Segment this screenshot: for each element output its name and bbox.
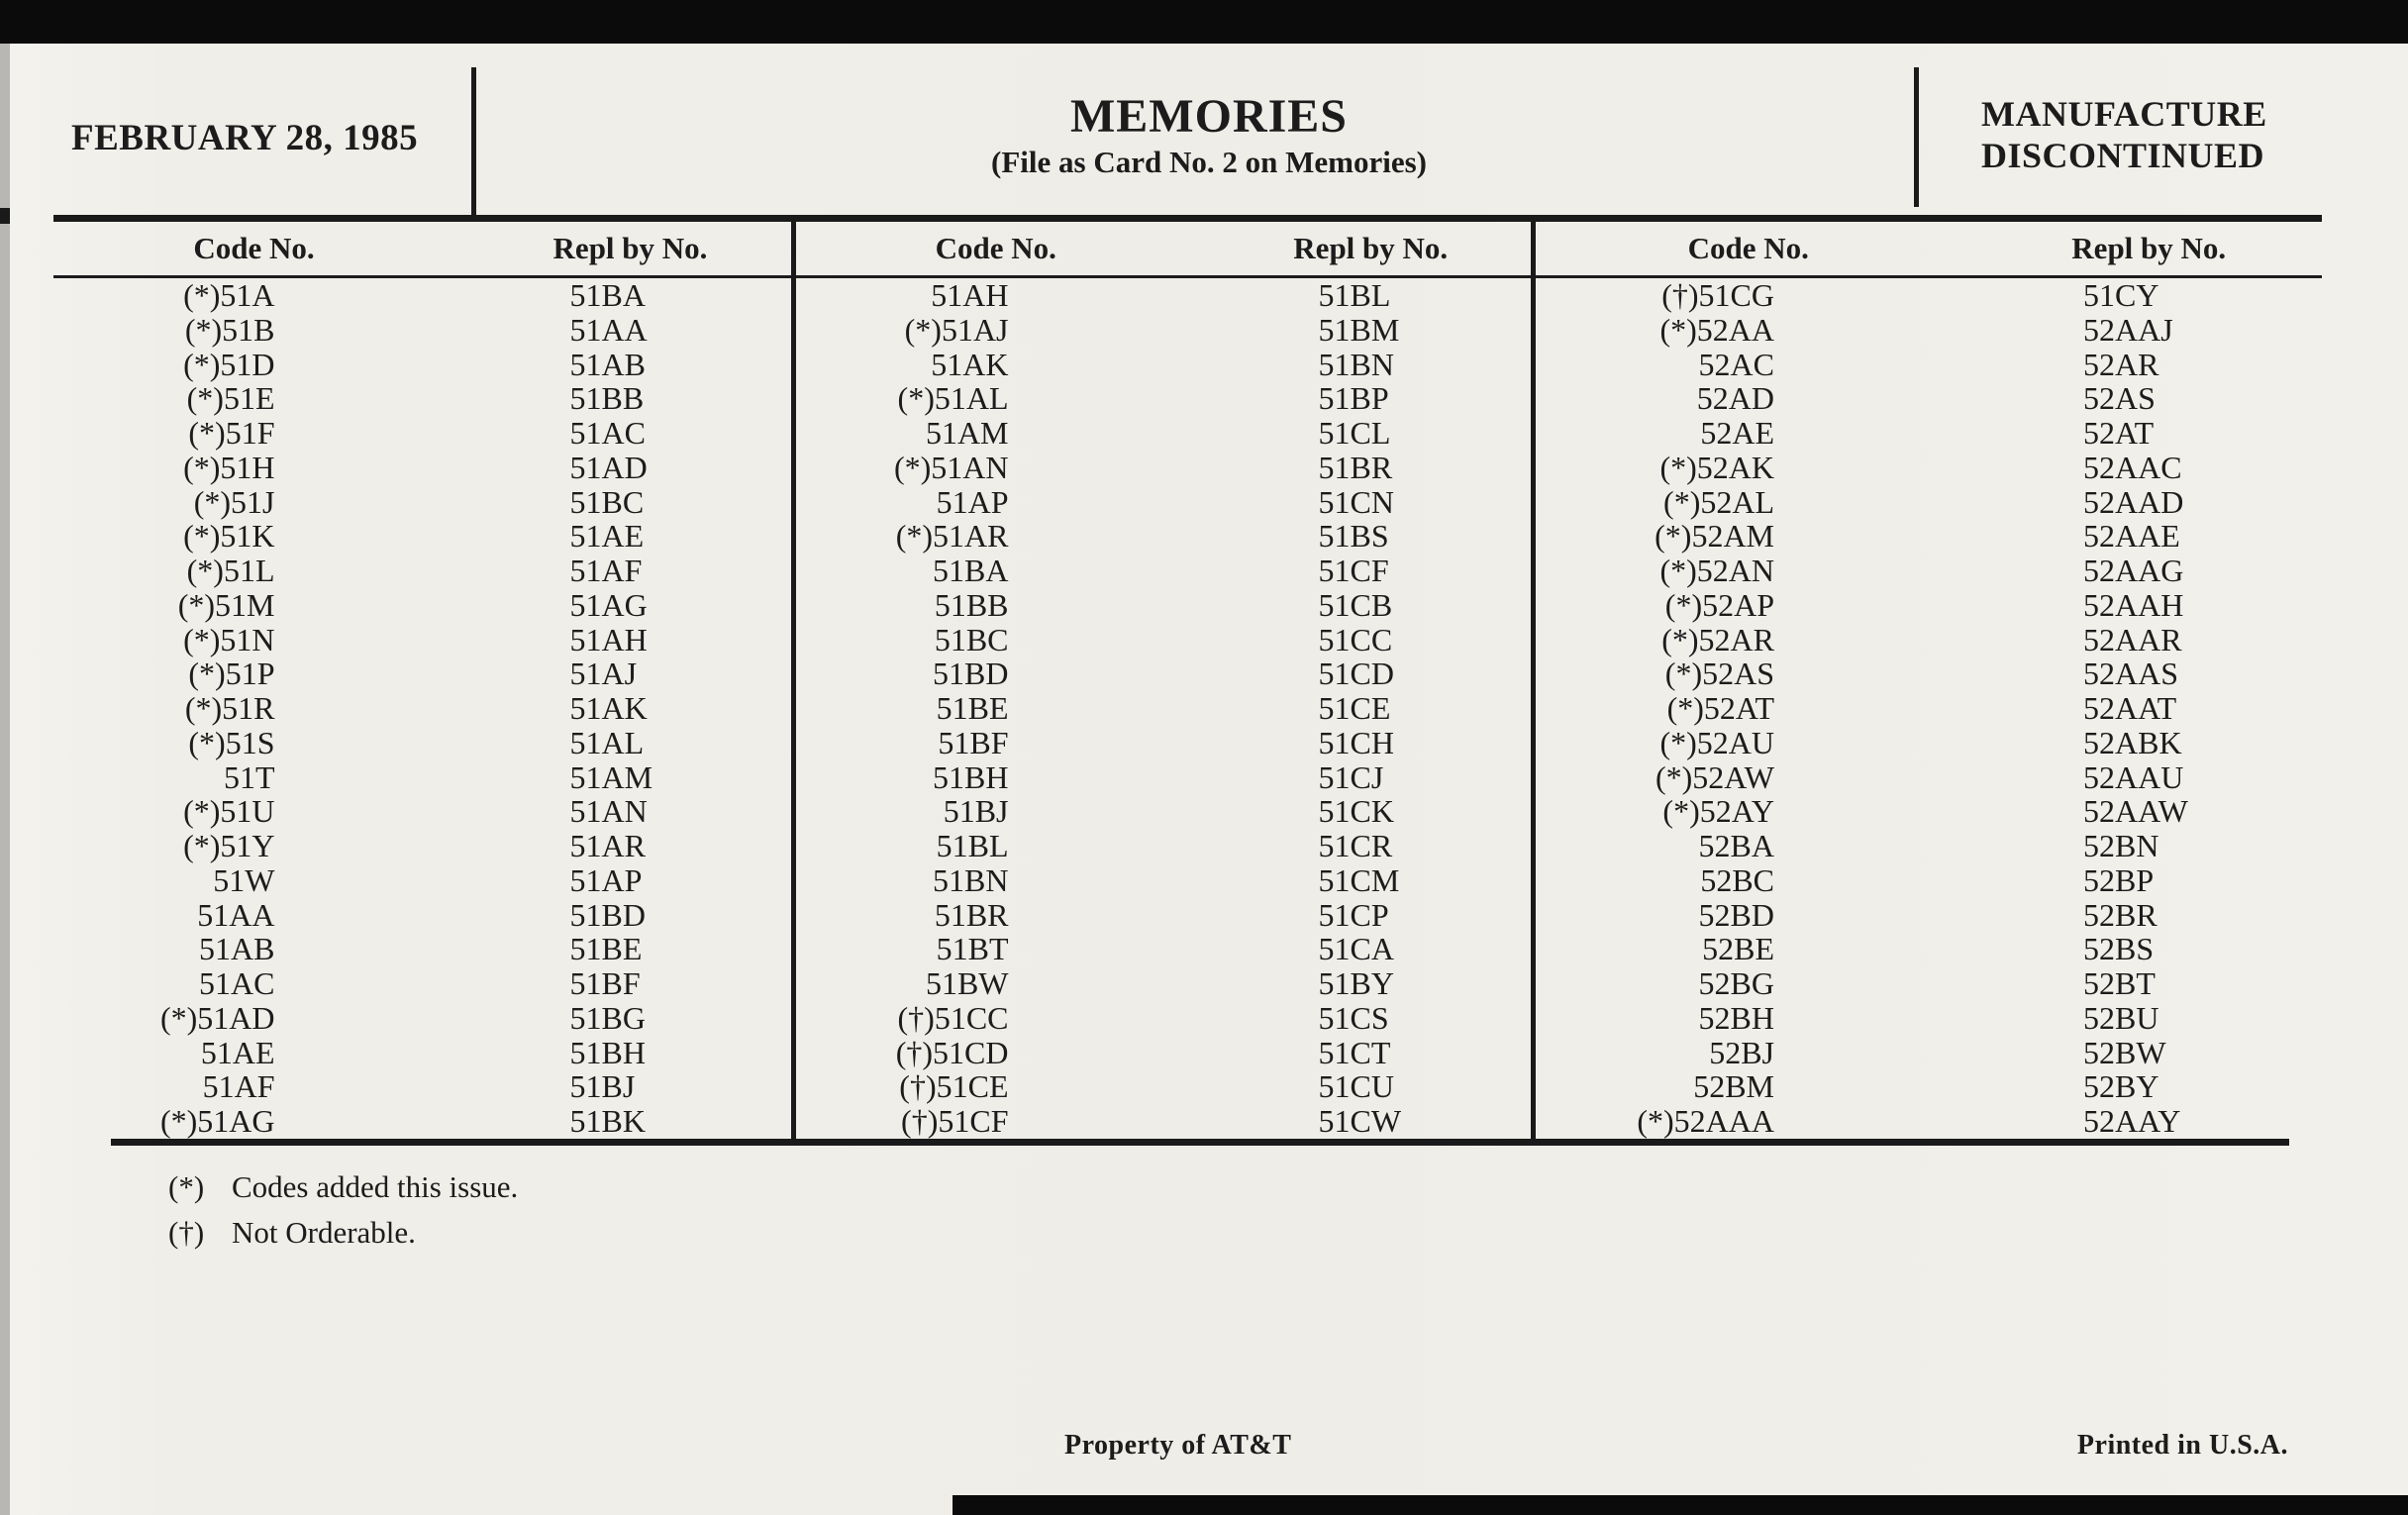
col-header-code: Code No. <box>1687 231 1809 265</box>
table-section-2-header <box>796 222 1531 278</box>
table-row <box>796 313 1531 348</box>
code-no-cell: (*)51U <box>183 793 275 830</box>
replacement-table <box>53 222 2322 1139</box>
code-no-cell: (*)52AP <box>1664 586 1774 623</box>
table-row <box>1536 726 2322 760</box>
code-no-cell: (*)52AN <box>1659 553 1774 588</box>
table-row <box>796 898 1531 933</box>
table-row <box>1536 554 2322 588</box>
code-no-cell: (*)51AR <box>895 518 1009 555</box>
footnote-text: Not Orderable. <box>232 1215 416 1250</box>
repl-by-cell: 51CT <box>1318 1034 1391 1070</box>
code-no-cell: 51BD <box>933 656 1009 692</box>
repl-by-cell: 51AL <box>569 724 645 760</box>
table-row <box>796 485 1531 520</box>
col-header-code: Code No. <box>193 231 315 265</box>
repl-by-cell: 51CW <box>1318 1103 1402 1139</box>
scan-artifact-bottom-bar <box>953 1495 2408 1515</box>
table-section-1-header <box>53 222 791 278</box>
repl-by-cell: 52AT <box>2083 415 2155 451</box>
repl-by-cell: 51AP <box>569 861 643 898</box>
table-row <box>53 623 791 657</box>
table-row <box>1536 691 2322 726</box>
table-row <box>1536 898 2322 933</box>
code-no-cell: 51AF <box>202 1068 275 1105</box>
table-row <box>796 1001 1531 1036</box>
scan-artifact-top-bar <box>0 0 2408 44</box>
repl-by-cell: 51BR <box>1318 449 1393 485</box>
table-row <box>53 863 791 898</box>
code-no-cell: (*)51B <box>184 311 275 348</box>
footnote-codes-added <box>168 1164 518 1210</box>
repl-by-cell: 51BS <box>1318 518 1389 555</box>
code-no-cell: 51AE <box>200 1034 275 1070</box>
table-section-1 <box>53 222 791 1139</box>
code-no-cell: 51BW <box>925 965 1009 1001</box>
table-row <box>1536 588 2322 623</box>
footer-printed-label: Printed in U.S.A. <box>2076 1430 2288 1461</box>
repl-by-cell: 51CR <box>1318 828 1393 863</box>
table-row <box>796 966 1531 1001</box>
table-row <box>1536 416 2322 451</box>
table-row <box>53 966 791 1001</box>
col-header-repl: Repl by No. <box>1293 231 1449 265</box>
repl-by-cell: 52BT <box>2083 965 2156 1001</box>
table-row <box>53 588 791 623</box>
repl-by-cell: 51AG <box>569 586 648 623</box>
table-row <box>1536 966 2322 1001</box>
repl-by-cell: 51AN <box>569 793 648 830</box>
code-no-cell: 51W <box>213 861 275 898</box>
table-row <box>1536 1036 2322 1070</box>
repl-by-cell: 52BP <box>2083 861 2155 898</box>
repl-by-cell: 52AAD <box>2083 483 2184 520</box>
repl-by-cell: 52AAU <box>2083 758 2184 795</box>
code-no-cell: (*)51J <box>193 483 275 520</box>
code-no-cell: 52BC <box>1700 861 1774 898</box>
table-row <box>796 760 1531 795</box>
repl-by-cell: 52BY <box>2083 1068 2159 1105</box>
repl-by-cell: 52BN <box>2083 828 2159 863</box>
repl-by-cell: 51BF <box>569 965 641 1001</box>
code-no-cell: 51AM <box>925 415 1009 451</box>
code-no-cell: (*)51S <box>188 724 275 760</box>
table-row <box>53 381 791 416</box>
code-no-cell: (*)52AM <box>1655 518 1774 555</box>
table-row <box>1536 313 2322 348</box>
code-no-cell: 52BE <box>1702 931 1774 967</box>
status-line-1: MANUFACTURE <box>1981 94 2267 134</box>
repl-by-cell: 51BY <box>1318 965 1394 1001</box>
code-no-cell: (*)51AD <box>159 999 275 1036</box>
table-row <box>796 1069 1531 1104</box>
table-row <box>796 588 1531 623</box>
table-row <box>1536 451 2322 485</box>
code-no-cell: 51AA <box>197 896 275 933</box>
code-no-cell: 52AC <box>1698 346 1774 382</box>
repl-by-cell: 51BM <box>1318 311 1400 348</box>
repl-by-cell: 51AC <box>569 415 646 451</box>
code-no-cell: (*)51P <box>188 656 275 692</box>
table-row <box>53 760 791 795</box>
repl-by-cell: 52AAY <box>2083 1103 2181 1139</box>
code-no-cell: (*)52AA <box>1659 311 1774 348</box>
code-no-cell: (†)51CE <box>899 1068 1009 1105</box>
table-row <box>1536 760 2322 795</box>
repl-by-cell: 51CD <box>1318 656 1394 692</box>
table-row <box>796 348 1531 382</box>
code-no-cell: (*)52AK <box>1659 449 1774 485</box>
repl-by-cell: 51CP <box>1318 896 1389 933</box>
code-no-cell: (*)52AS <box>1664 656 1774 692</box>
code-no-cell: 52AD <box>1696 380 1774 417</box>
code-no-cell: (*)51AN <box>893 449 1009 485</box>
col-header-repl: Repl by No. <box>2071 231 2227 265</box>
code-no-cell: (*)52AY <box>1662 793 1774 830</box>
repl-by-cell: 52AAW <box>2083 793 2188 830</box>
code-no-cell: 51AB <box>199 931 275 967</box>
repl-by-cell: 51AK <box>569 690 648 726</box>
code-no-cell: 51AP <box>936 483 1009 520</box>
table-row <box>796 863 1531 898</box>
code-no-cell: 51AH <box>931 277 1009 313</box>
repl-by-cell: 51BG <box>569 999 646 1036</box>
repl-by-cell: 51CS <box>1318 999 1389 1036</box>
repl-by-cell: 51CH <box>1318 724 1394 760</box>
table-row <box>53 932 791 966</box>
code-no-cell: (*)51N <box>183 621 275 657</box>
repl-by-cell: 51CU <box>1318 1068 1394 1105</box>
table-row <box>53 416 791 451</box>
code-no-cell: 52BG <box>1698 965 1774 1001</box>
repl-by-cell: 51BE <box>569 931 643 967</box>
repl-by-cell: 51AE <box>569 518 645 555</box>
code-no-cell: (†)51CF <box>901 1103 1009 1139</box>
repl-by-cell: 52AR <box>2083 346 2159 382</box>
table-row <box>53 451 791 485</box>
table-row <box>1536 794 2322 829</box>
code-no-cell: 52BH <box>1698 999 1774 1036</box>
col-header-repl: Repl by No. <box>552 231 708 265</box>
code-no-cell: 51BC <box>934 621 1009 657</box>
code-no-cell: (*)51E <box>186 380 275 417</box>
table-row <box>1536 381 2322 416</box>
page-subtitle: (File as Card No. 2 on Memories) <box>991 145 1427 179</box>
table-row <box>53 554 791 588</box>
page-title: MEMORIES <box>1069 90 1348 143</box>
table-row <box>796 726 1531 760</box>
table-row <box>796 691 1531 726</box>
repl-by-cell: 51CN <box>1318 483 1394 520</box>
repl-by-cell: 51CB <box>1318 586 1393 623</box>
code-no-cell: (*)52AU <box>1659 724 1774 760</box>
table-section-3-rows <box>1536 278 2322 1139</box>
code-no-cell: (*)51K <box>183 518 275 555</box>
repl-by-cell: 51CK <box>1318 793 1394 830</box>
document-date: FEBRUARY 28, 1985 <box>71 118 419 158</box>
repl-by-cell: 52BU <box>2083 999 2159 1036</box>
table-row <box>1536 1104 2322 1139</box>
footnote-marker-dagger: (†) <box>168 1215 205 1250</box>
footnotes <box>168 1164 518 1256</box>
code-no-cell: (*)51D <box>183 346 275 382</box>
repl-by-cell: 51BL <box>1318 277 1391 313</box>
code-no-cell: (*)51F <box>188 415 275 451</box>
table-row <box>1536 485 2322 520</box>
table-row <box>796 278 1531 313</box>
code-no-cell: 51BR <box>934 896 1009 933</box>
code-no-cell: (*)51H <box>183 449 275 485</box>
repl-by-cell: 51BK <box>569 1103 646 1139</box>
footnote-not-orderable <box>168 1210 518 1256</box>
code-no-cell: 51BB <box>934 586 1009 623</box>
code-no-cell: 51BT <box>936 931 1009 967</box>
table-row <box>53 829 791 863</box>
table-row <box>53 1069 791 1104</box>
table-row <box>53 726 791 760</box>
repl-by-cell: 51AR <box>569 828 646 863</box>
repl-by-cell: 52AAG <box>2083 553 2184 588</box>
repl-by-cell: 51BC <box>569 483 645 520</box>
code-no-cell: 51AK <box>931 346 1009 382</box>
repl-by-cell: 52BS <box>2083 931 2155 967</box>
table-row <box>1536 932 2322 966</box>
code-no-cell: (*)51A <box>183 277 275 313</box>
table-row <box>796 519 1531 554</box>
code-no-cell: 51BL <box>936 828 1009 863</box>
table-row <box>1536 278 2322 313</box>
table-row <box>53 485 791 520</box>
repl-by-cell: 51BA <box>569 277 646 313</box>
table-row <box>53 1001 791 1036</box>
code-no-cell: 52BA <box>1698 828 1774 863</box>
code-no-cell: (*)51AG <box>159 1103 275 1139</box>
table-row <box>796 829 1531 863</box>
table-section-2 <box>791 222 1536 1139</box>
table-row <box>796 416 1531 451</box>
table-row <box>796 794 1531 829</box>
table-row <box>1536 1069 2322 1104</box>
table-row <box>53 348 791 382</box>
code-no-cell: 51AC <box>199 965 275 1001</box>
footnote-marker-asterisk: (*) <box>168 1169 205 1204</box>
repl-by-cell: 51BN <box>1318 346 1394 382</box>
repl-by-cell: 52BW <box>2083 1034 2166 1070</box>
table-row <box>1536 348 2322 382</box>
repl-by-cell: 51BB <box>569 380 645 417</box>
table-row <box>796 381 1531 416</box>
repl-by-cell: 52BR <box>2083 896 2157 933</box>
table-row <box>1536 623 2322 657</box>
repl-by-cell: 51AB <box>569 346 646 382</box>
code-no-cell: (*)51M <box>177 586 275 623</box>
table-row <box>796 1036 1531 1070</box>
repl-by-cell: 51CF <box>1318 553 1389 588</box>
code-no-cell: 52AE <box>1700 415 1774 451</box>
code-no-cell: (*)52AR <box>1661 621 1774 657</box>
code-no-cell: (†)51CC <box>897 999 1009 1036</box>
repl-by-cell: 52AAH <box>2083 586 2184 623</box>
code-no-cell: (†)51CG <box>1661 277 1774 313</box>
repl-by-cell: 51AJ <box>569 656 638 692</box>
repl-by-cell: 52ABK <box>2083 724 2182 760</box>
code-no-cell: 51BA <box>933 553 1009 588</box>
code-no-cell: (†)51CD <box>895 1034 1009 1070</box>
repl-by-cell: 51BH <box>569 1034 646 1070</box>
code-no-cell: 51BF <box>938 724 1009 760</box>
table-row <box>53 313 791 348</box>
table-row <box>53 794 791 829</box>
document-page <box>10 44 2408 1515</box>
code-no-cell: 51T <box>223 758 275 795</box>
repl-by-cell: 52AAE <box>2083 518 2180 555</box>
table-row <box>1536 656 2322 691</box>
code-no-cell: 51BE <box>936 690 1009 726</box>
repl-by-cell: 52AAJ <box>2083 311 2173 348</box>
table-row <box>796 623 1531 657</box>
code-no-cell: 52BJ <box>1709 1034 1774 1070</box>
code-no-cell: (*)51AJ <box>904 311 1009 348</box>
code-no-cell: 52BM <box>1693 1068 1774 1105</box>
footer-property-label: Property of AT&T <box>1064 1430 1292 1461</box>
repl-by-cell: 51CY <box>2083 277 2159 313</box>
repl-by-cell: 52AAS <box>2083 656 2179 692</box>
table-row <box>796 932 1531 966</box>
status-label <box>1981 93 2267 176</box>
header-rule <box>53 215 2322 222</box>
table-row <box>53 656 791 691</box>
code-no-cell: (*)52AAA <box>1637 1103 1774 1139</box>
repl-by-cell: 52AAR <box>2083 621 2182 657</box>
code-no-cell: (*)51L <box>186 553 275 588</box>
repl-by-cell: 51CJ <box>1318 758 1384 795</box>
repl-by-cell: 51BP <box>1318 380 1389 417</box>
repl-by-cell: 51AA <box>569 311 648 348</box>
table-section-3 <box>1536 222 2322 1139</box>
repl-by-cell: 51CC <box>1318 621 1393 657</box>
table-row <box>796 1104 1531 1139</box>
table-row <box>53 1104 791 1139</box>
table-row <box>796 554 1531 588</box>
table-section-1-rows <box>53 278 791 1139</box>
table-row <box>1536 829 2322 863</box>
repl-by-cell: 51BJ <box>569 1068 636 1105</box>
col-header-code: Code No. <box>935 231 1056 265</box>
code-no-cell: (*)51AL <box>897 380 1009 417</box>
code-no-cell: (*)52AT <box>1666 690 1774 726</box>
table-row <box>1536 519 2322 554</box>
repl-by-cell: 52AS <box>2083 380 2156 417</box>
table-bottom-rule <box>111 1139 2289 1146</box>
repl-by-cell: 51AD <box>569 449 648 485</box>
table-section-2-rows <box>796 278 1531 1139</box>
code-no-cell: (*)52AW <box>1655 758 1774 795</box>
table-row <box>53 1036 791 1070</box>
repl-by-cell: 51CM <box>1318 861 1400 898</box>
code-no-cell: 51BN <box>933 861 1009 898</box>
code-no-cell: (*)51R <box>184 690 275 726</box>
repl-by-cell: 51CL <box>1318 415 1391 451</box>
table-row <box>53 691 791 726</box>
code-no-cell: 51BH <box>933 758 1009 795</box>
code-no-cell: 51BJ <box>943 793 1009 830</box>
repl-by-cell: 52AAT <box>2083 690 2177 726</box>
table-row <box>53 898 791 933</box>
table-row <box>53 519 791 554</box>
status-line-2: DISCONTINUED <box>1981 136 2265 175</box>
repl-by-cell: 51CA <box>1318 931 1394 967</box>
repl-by-cell: 51AM <box>569 758 653 795</box>
table-row <box>1536 1001 2322 1036</box>
table-row <box>796 451 1531 485</box>
code-no-cell: (*)52AL <box>1663 483 1774 520</box>
table-row <box>796 656 1531 691</box>
repl-by-cell: 51AF <box>569 553 643 588</box>
repl-by-cell: 52AAC <box>2083 449 2182 485</box>
repl-by-cell: 51BD <box>569 896 646 933</box>
code-no-cell: (*)51Y <box>183 828 275 863</box>
footnote-text: Codes added this issue. <box>232 1169 519 1204</box>
repl-by-cell: 51CE <box>1318 690 1391 726</box>
repl-by-cell: 51AH <box>569 621 648 657</box>
table-section-3-header <box>1536 222 2322 278</box>
code-no-cell: 52BD <box>1698 896 1774 933</box>
table-row <box>1536 863 2322 898</box>
table-row <box>53 278 791 313</box>
